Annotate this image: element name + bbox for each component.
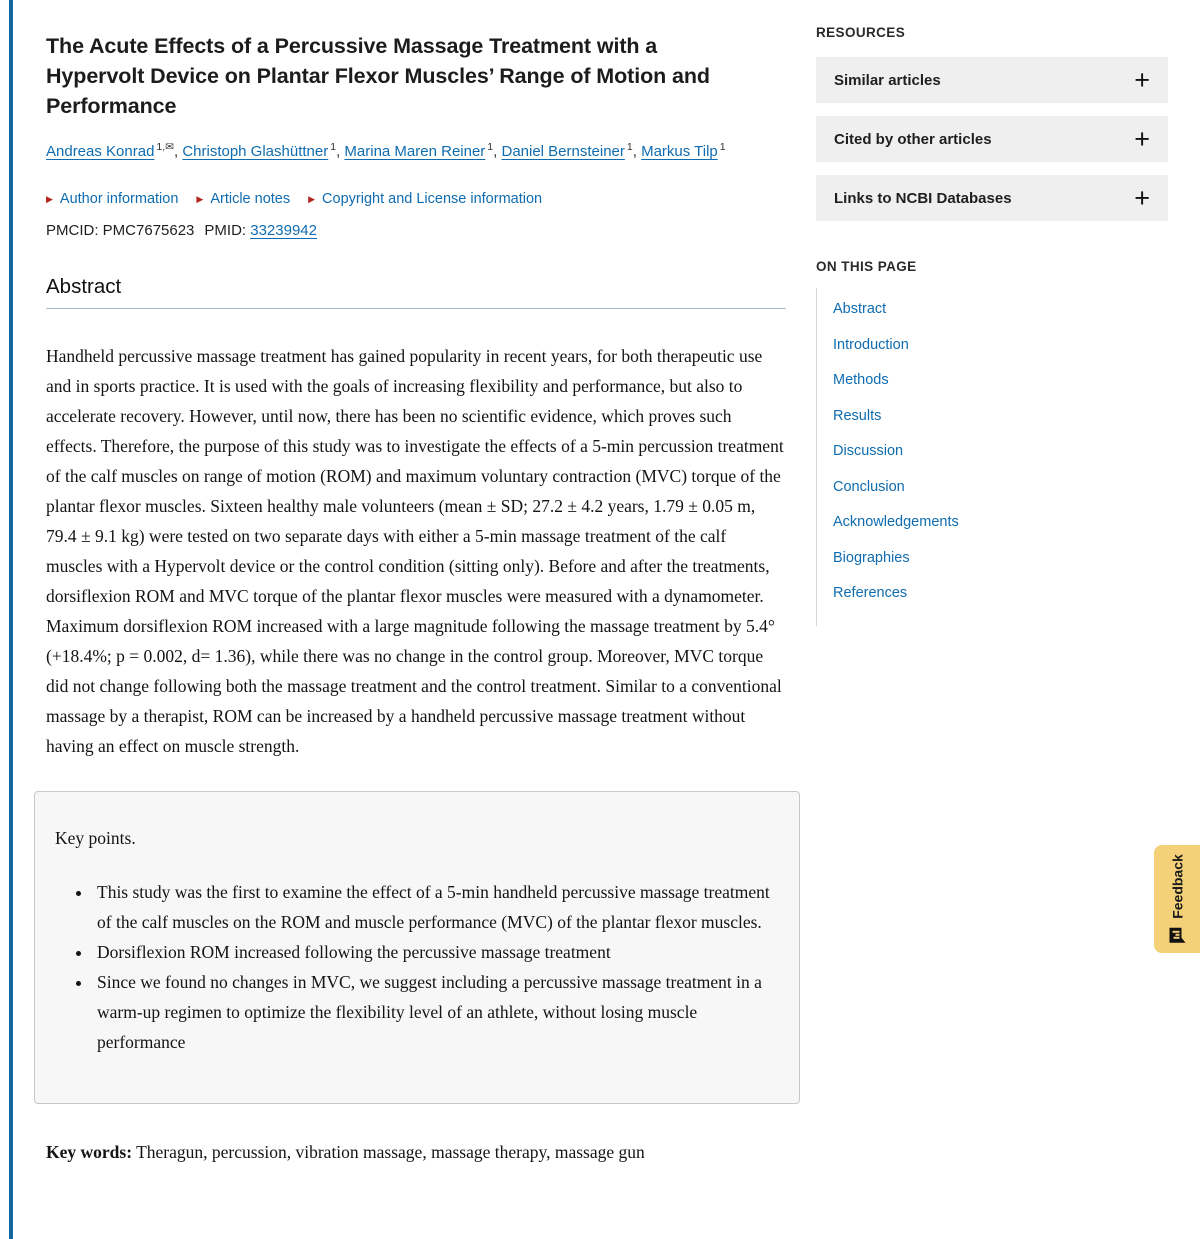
- pmcid-value: PMC7675623: [102, 222, 195, 239]
- pmcid-label: PMCID:: [46, 222, 99, 239]
- article-info-link[interactable]: [46, 191, 178, 207]
- author-link[interactable]: Marina Maren Reiner: [344, 143, 486, 160]
- on-this-page-link[interactable]: Biographies: [833, 549, 910, 566]
- on-this-page-item: [833, 513, 1168, 531]
- resource-label: Links to NCBI Databases: [834, 189, 1012, 207]
- author-link[interactable]: Andreas Konrad: [46, 143, 155, 160]
- author-list: Andreas Konrad $^{1,✉}$, Christoph Glashüttner $^1$, Marina Maren Reiner $^1$, Daniel Bernsteiner $^1$, Markus Tilp $^1$: [46, 141, 726, 160]
- disclosure-triangle-icon: ▶: [308, 193, 316, 204]
- key-point-item: • Dorsiflexion ROM increased following the percussive massage treatment: [93, 937, 779, 967]
- resource-label: Similar articles: [834, 71, 941, 89]
- right-sidebar: [816, 0, 1168, 626]
- author-link[interactable]: Christoph Glashüttner: [182, 143, 329, 160]
- keywords-label: Key words:: [46, 1142, 133, 1162]
- on-this-page-link[interactable]: Discussion: [833, 443, 904, 459]
- key-point-item: • Since we found no changes in MVC, we suggest including a percussive massage treatment in a warm-up regimen to optimize the flexibility level of an athlete, without losing muscle performance: [93, 967, 779, 1057]
- key-points-box: [34, 791, 800, 1104]
- on-this-page-link[interactable]: Abstract: [833, 301, 887, 317]
- feedback-form-icon: [1169, 927, 1186, 944]
- resource-accordion[interactable]: [816, 175, 1168, 221]
- on-this-page-link[interactable]: Results: [833, 407, 882, 424]
- info-link-label: Article notes: [210, 191, 291, 207]
- abstract-heading: Abstract: [46, 275, 786, 309]
- resource-accordion[interactable]: [816, 57, 1168, 103]
- on-this-page-item: [833, 478, 1168, 496]
- pmid-link[interactable]: 33239942: [250, 222, 317, 239]
- on-this-page-link[interactable]: Methods: [833, 372, 889, 388]
- on-this-page-item: [833, 336, 1168, 354]
- resources-heading: RESOURCES: [816, 25, 906, 40]
- resource-accordion[interactable]: [816, 116, 1168, 162]
- disclosure-triangle-icon: ▶: [46, 193, 53, 204]
- article-info-link[interactable]: [196, 191, 290, 207]
- on-this-page-link[interactable]: Conclusion: [833, 478, 905, 495]
- on-this-page-item: [833, 371, 1168, 389]
- on-this-page-link[interactable]: Introduction: [833, 336, 909, 353]
- key-points-heading: Key points.: [55, 828, 136, 848]
- resource-label: Cited by other articles: [834, 130, 992, 148]
- page-left-accent-bar: [9, 0, 13, 1239]
- author-link[interactable]: Daniel Bernsteiner: [501, 143, 625, 160]
- on-this-page-item: [833, 300, 1168, 318]
- author-superscript: 1: [487, 141, 494, 153]
- disclosure-triangle-icon: ▶: [196, 193, 204, 204]
- on-this-page-heading: ON THIS PAGE: [816, 259, 917, 274]
- pmid-label: PMID:: [204, 222, 247, 239]
- plus-icon: +: [1134, 123, 1150, 154]
- feedback-inner: [1169, 854, 1186, 944]
- plus-icon: +: [1134, 64, 1150, 95]
- author-superscript: 1: [626, 141, 633, 153]
- info-link-label: Copyright and License information: [322, 191, 543, 207]
- pmcid-group: [46, 222, 194, 239]
- on-this-page-item: [833, 407, 1168, 425]
- info-link-label: Author information: [59, 191, 179, 207]
- article-ids: [46, 222, 786, 239]
- on-this-page-nav: [816, 288, 1168, 626]
- article-info-links: [46, 191, 786, 207]
- on-this-page-link[interactable]: References: [833, 585, 908, 601]
- abstract-text: Handheld percussive massage treatment has gained popularity in recent years, for both therapeutic use and in sports practice. It is used with the goals of increasing flexibility and performance, but also to accelerate recovery. However, until now, there has been no scientific evidence, which proves such effects. Therefore, the purpose of this study was to investigate the effects of a 5-min percussion treatment of the calf muscles on range of motion (ROM) and maximum voluntary contraction (MVC) torque of the plantar flexor muscles. Sixteen healthy male volunteers (mean ± SD; 27.2 ± 4.2 years, 1.79 ± 0.05 m, 79.4 ± 9.1 kg) were tested on two separate days with either a 5-min massage treatment of the calf muscles with a Hypervolt device or the control condition (sitting only). Before and after the treatments, dorsiflexion ROM and MVC torque of the plantar flexor muscles were measured with a dynamometer. Maximum dorsiflexion ROM increased with a large magnitude following the massage treatment by 5.4° (+18.4%; p = 0.002, d= 1.36), while there was no change in the control group. Moreover, MVC torque did not change following both the massage treatment and the control treatment. Similar to a conventional massage by a therapist, ROM can be increased by a handheld percussive massage treatment without having an effect on muscle strength.: [46, 346, 784, 756]
- on-this-page-item: [833, 442, 1168, 460]
- on-this-page-link[interactable]: Acknowledgements: [833, 514, 959, 530]
- resources-accordions: [816, 57, 1168, 221]
- article-main-column: [46, 0, 786, 1181]
- author-superscript: 1: [719, 141, 726, 153]
- author-link[interactable]: Markus Tilp: [641, 143, 718, 160]
- on-this-page-item: [833, 549, 1168, 567]
- author-superscript: 1,✉: [156, 141, 174, 153]
- feedback-label: Feedback: [1169, 854, 1185, 919]
- article-title: The Acute Effects of a Percussive Massage Treatment with a Hypervolt Device on Plantar Flexor Muscles’ Range of Motion and Performance: [46, 34, 710, 118]
- keywords-line: [46, 1142, 786, 1163]
- keywords-text: Theragun, percussion, vibration massage, massage therapy, massage gun: [132, 1142, 645, 1162]
- on-this-page-item: [833, 584, 1168, 602]
- plus-icon: +: [1134, 182, 1150, 213]
- article-info-link[interactable]: [308, 191, 542, 207]
- key-points-list: [55, 877, 779, 1057]
- pmid-group: [204, 222, 317, 239]
- key-point-item: • This study was the first to examine the effect of a 5-min handheld percussive massage treatment of the calf muscles on the ROM and muscle performance (MVC) of the plantar flexor muscles.: [93, 877, 779, 937]
- author-superscript: 1: [330, 141, 337, 153]
- feedback-button[interactable]: [1154, 845, 1200, 953]
